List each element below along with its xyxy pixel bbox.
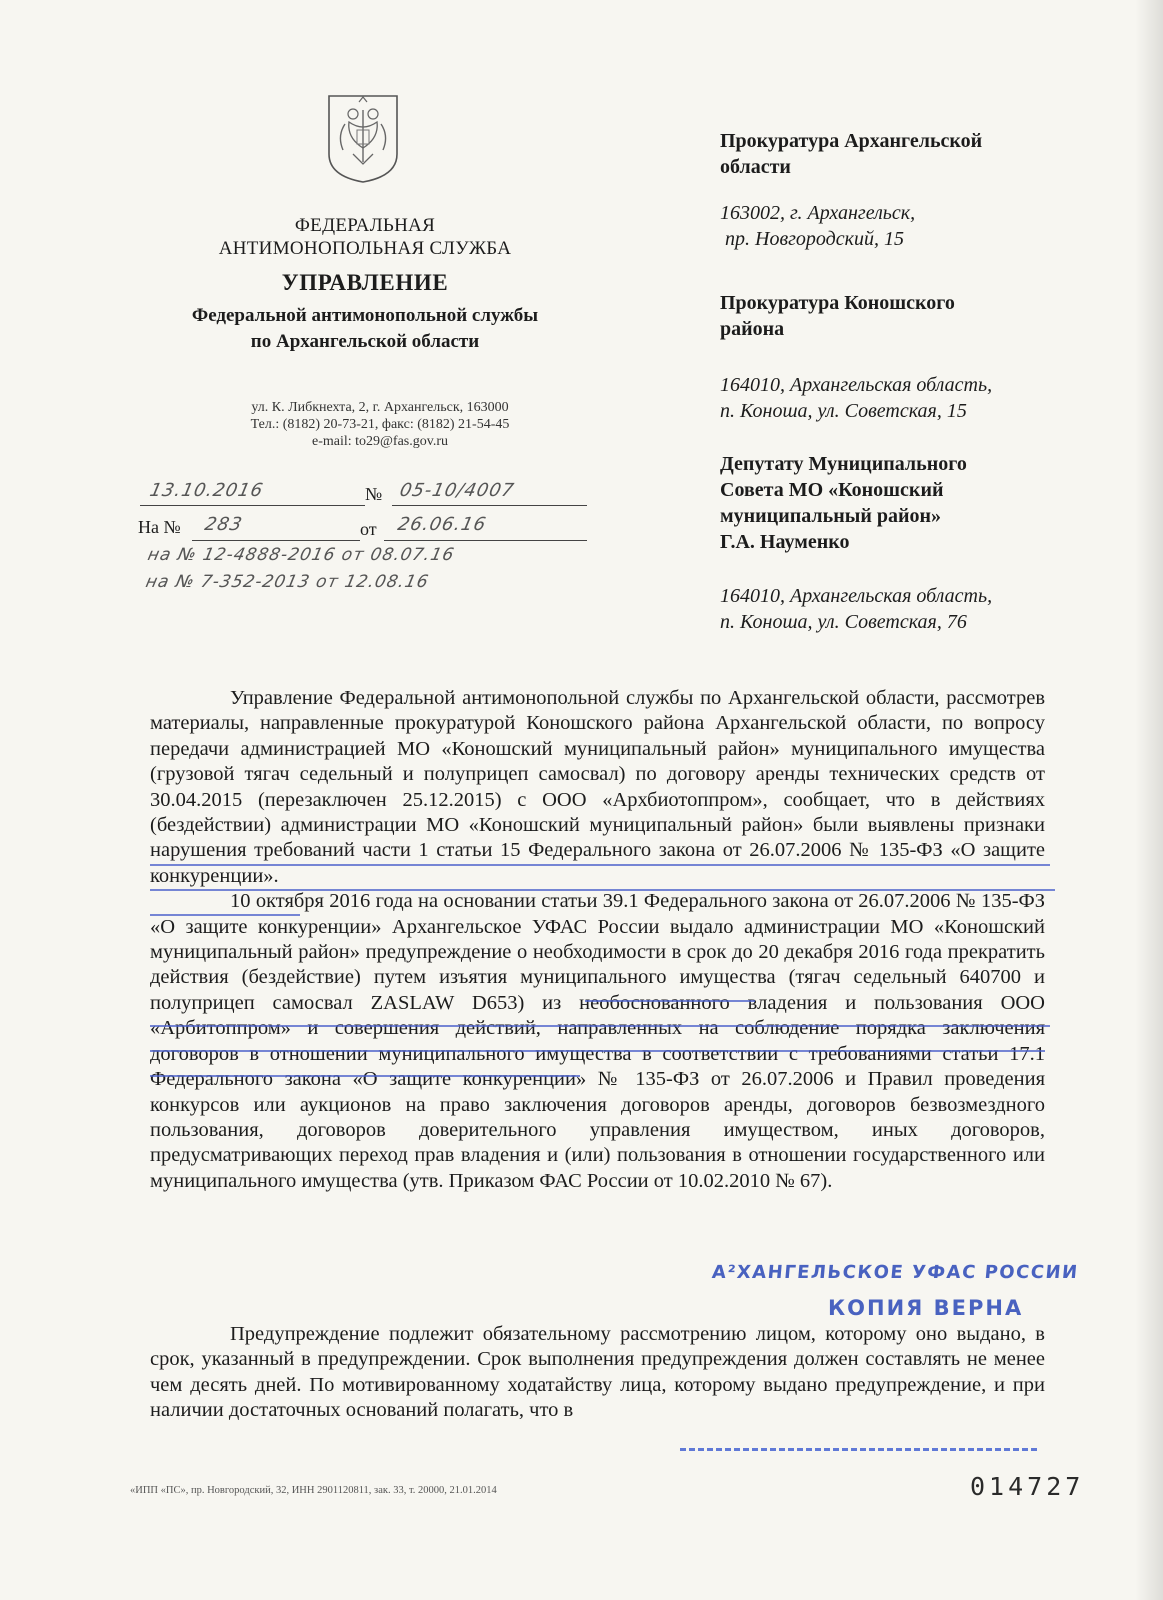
- addressee-org: Прокуратура Архангельской области: [720, 130, 983, 178]
- agency-name: ФЕДЕРАЛЬНАЯ АНТИМОНОПОЛЬНАЯ СЛУЖБА: [218, 215, 512, 259]
- outgoing-date: 13.10.2016: [147, 480, 266, 501]
- pen-underline: [150, 864, 1050, 866]
- addressee-regional-prosecutor: [720, 128, 1140, 252]
- printer-imprint: «ИПП «ПС», пр. Новгородский, 32, ИНН 2901120811, зак. 33, т. 20000, 21.01.2014: [130, 1485, 497, 1496]
- addressee-org: Прокуратура Коношского района: [720, 292, 955, 340]
- letterhead-contacts: [180, 399, 580, 450]
- paragraph-1: Управление Федеральной антимонопольной службы по Архангельской области, рассмотрев материалы, направленные прокуратурой Коношского района Архангельской области, по вопросу передачи администрацией МО «Коношский муниципальный район» муниципального имущества (грузовой тягач седельный и полуприцеп самосвал) по договору аренды технических средств от 30.04.2015 (перезаключен 25.12.2015) с ООО «Архбиотоппром», сообщает, что в действиях (бездействии) администрации МО «Коношский муниципальный район» были выявлены признаки нарушения требований части 1 статьи 15 Федерального закона от 26.07.2006 № 135-ФЗ «О защите конкуренции».: [150, 687, 1045, 887]
- paragraph-3: Предупреждение подлежит обязательному рассмотрению лицом, которому оно выдано, в срок, указанный в предупреждении. Срок выполнения предупреждения должен составлять не менее чем десять дней. По мотивированному ходатайству лица, которому выдано предупреждение, и при наличии достаточных оснований полагать, что в: [150, 1323, 1045, 1422]
- outgoing-number: 05-10/4007: [397, 480, 517, 501]
- addressee-postal: 164010, Архангельская область, п. Коноша, ул. Советская, 15: [720, 374, 993, 422]
- pen-underline: [150, 1075, 580, 1077]
- from-label: от: [360, 519, 377, 539]
- in-reply-label: На №: [138, 517, 181, 537]
- in-reply-number-line: [192, 540, 360, 541]
- letter-body-continued: [150, 1322, 1045, 1424]
- addressee-postal: 164010, Архангельская область, п. Коноша, ул. Советская, 76: [720, 585, 993, 633]
- number-label: №: [365, 484, 383, 504]
- extra-reference-2: на № 7-352-2013 от 12.08.16: [143, 572, 431, 592]
- letterhead-address: ул. К. Либкнехта, 2, г. Архангельск, 163000: [251, 400, 509, 415]
- certified-copy-stamp: КОПИЯ ВЕРНА: [828, 1296, 1024, 1320]
- pen-underline: [150, 1025, 1050, 1027]
- addressee-deputy: [720, 451, 1140, 635]
- department-title: УПРАВЛЕНИЕ: [281, 270, 449, 295]
- russian-coat-of-arms-icon: [323, 92, 403, 184]
- paragraph-2: 10 октября 2016 года на основании статьи 39.1 Федерального закона от 26.07.2006 № 135-ФЗ «О защите конкуренции» Архангельское УФАС России выдало администрации МО «Коношский муниципальный район» предупреждение о необходимости в срок до 20 декабря 2016 года прекратить действия (бездействие) путем изъятия муниципального имущества (тягач седельный 640700 и полуприцеп самосвал ZASLAW D653) из необоснованного владения и пользования ООО «Арбитоппром» и совершения действий, направленных на соблюдение порядка заключения договоров в отношении муниципального имущества в соответствии с требованиями статьи 17.1 Федерального закона «О защите конкуренции» № 135-ФЗ от 26.07.2006 и Правил проведения конкурсов или аукционов на право заключения договоров аренды, договоров безвозмездного пользования, договоров доверительного управления имуществом, иных договоров, предусматривающих переход прав владения и (или) пользования в отношении государственного или муниципального имущества (утв. Приказом ФАС России от 10.02.2010 № 67).: [150, 890, 1045, 1192]
- in-reply-date-line: [384, 540, 587, 541]
- addressee-district-prosecutor: [720, 290, 1140, 424]
- addressee-org: Депутату Муниципального Совета МО «Коношский муниципальный район» Г.А. Науменко: [720, 453, 967, 553]
- pen-underline: [150, 914, 300, 916]
- number-line: [392, 505, 587, 506]
- form-serial-number: 014727: [970, 1472, 1085, 1501]
- pen-underline: [585, 1000, 755, 1002]
- extra-reference-1: на № 12-4888-2016 от 08.07.16: [145, 545, 457, 565]
- letter-body: [150, 686, 1045, 1194]
- letterhead-email: e-mail: to29@fas.gov.ru: [311, 434, 448, 449]
- pen-underline: [150, 1050, 1045, 1052]
- date-line: [140, 505, 365, 506]
- letterhead-phone: Тел.: (8182) 20-73-21, факс: (8182) 21-54-45: [250, 417, 510, 432]
- pen-underline: [150, 889, 1055, 891]
- organization-stamp: А²ХАНГЕЛЬСКОЕ УФАС РОССИИ: [711, 1262, 1080, 1283]
- in-reply-number: 283: [202, 514, 245, 535]
- stamp-dashed-line: [680, 1448, 1040, 1451]
- in-reply-date: 26.06.16: [395, 514, 489, 535]
- addressee-postal: 163002, г. Архангельск, пр. Новгородский, 15: [720, 202, 916, 250]
- department-name: Федеральной антимонопольной службы по Архангельской области: [191, 305, 539, 352]
